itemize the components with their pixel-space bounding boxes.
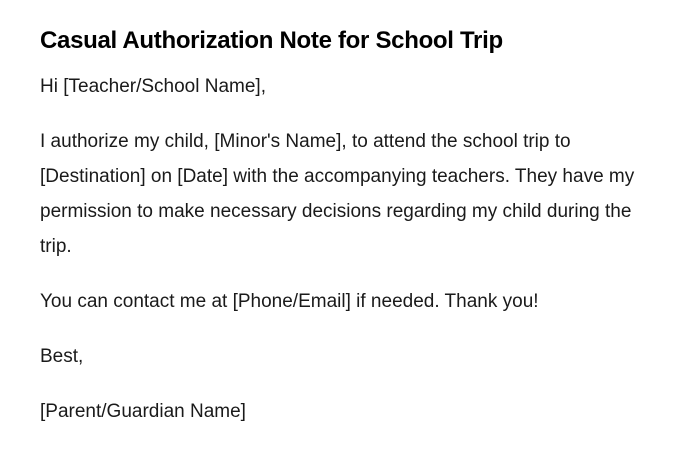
document-title: Casual Authorization Note for School Trip [40,27,503,54]
authorization-note [40,24,660,429]
greeting-line: Hi [Teacher/School Name], [40,76,266,97]
closing-line: Best, [40,346,84,367]
contact-line: You can contact me at [Phone/Email] if needed. Thank you! [40,291,539,312]
authorization-paragraph: I authorize my child, [Minor's Name], to attend the school trip to [Destination] on [Date] with the accompanying teachers. They have my permission to make necessary decisions regarding my child during the trip. [40,131,635,257]
signature-line: [Parent/Guardian Name] [40,401,246,422]
